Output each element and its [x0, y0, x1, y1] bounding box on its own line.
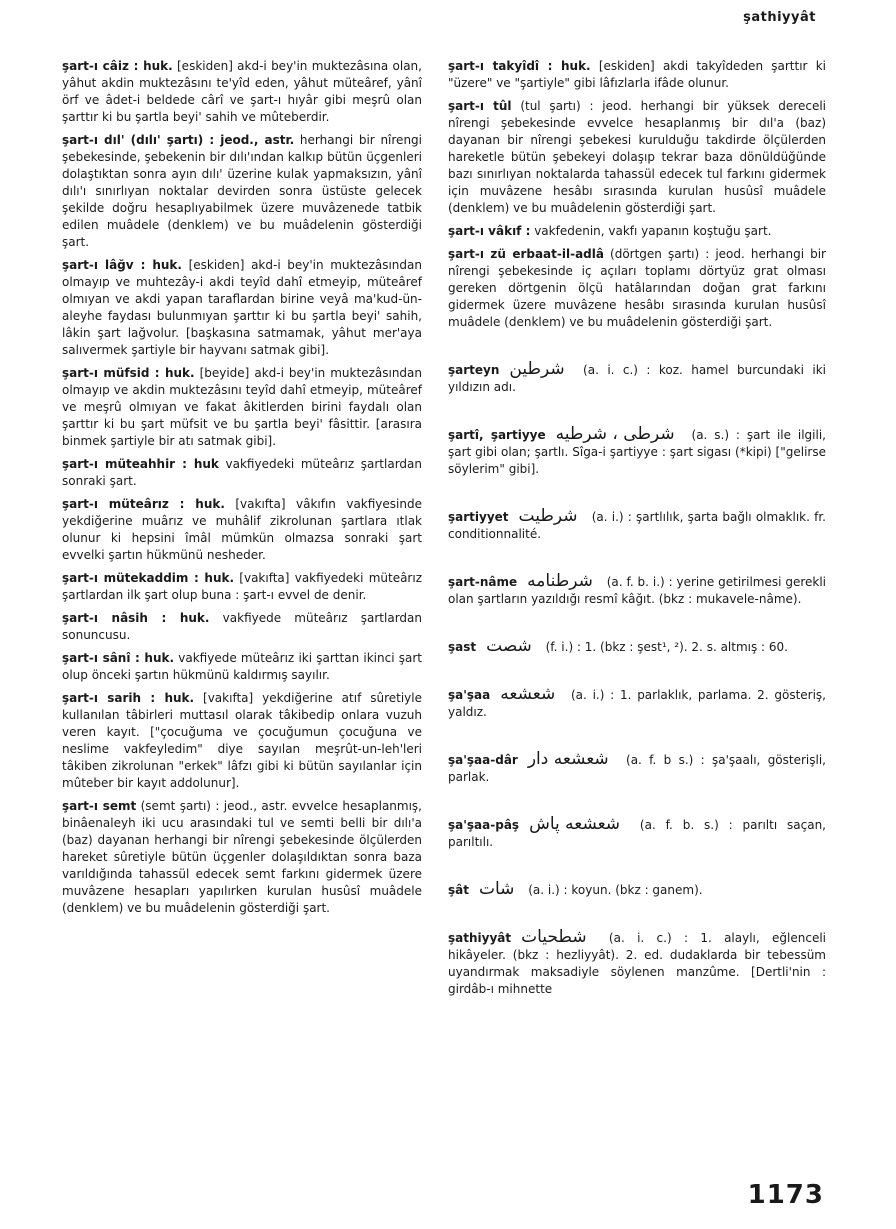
headword: şart-ı nâsih : huk.	[62, 611, 210, 625]
headword: şart-ı mütekaddim : huk.	[62, 571, 235, 585]
headword: şartiyyet	[448, 510, 509, 524]
definition: [eskiden] akd-i bey'in muktezâsına olan, yâhut akdin muktezâsını te'yîd eden, yâhut müteâref, yânî örf ve âdet-i beldede cârî ve şart-ı hıyâr gibi meşrû olan şarttır ki bu şartla beyi' sahih ve mûteberdir.	[62, 59, 422, 124]
entry	[62, 456, 422, 490]
entry	[62, 690, 422, 792]
headword: şathiyyât	[448, 931, 512, 945]
definition: [vakıfta] vakfiyedeki müteârız şartlardan ilk şart olup buna : şart-ı evvel de denir.	[62, 571, 422, 602]
arabic-script: شصت	[486, 636, 532, 656]
running-head: şathiyyât	[743, 10, 816, 25]
definition: vakfiyede müteârız iki şarttan ikinci şart olup önceki şartın hükmünü kaldırmış sayılır.	[62, 651, 423, 682]
definition: (a. i.) : 1. parlaklık, parlama. 2. gösteriş, yaldız.	[448, 688, 826, 719]
entry	[448, 816, 826, 851]
headword: şa'şaa-dâr	[448, 753, 518, 767]
definition: (a. i. c.) : 1. alaylı, eğlenceli hikâyeler. (bkz : hezliyyât). 2. ed. dudaklarda bir tebessüm uyandırmak maksadiyle söylenen manzûme. [Dertli'nin : girdâb-ı mihnette	[448, 931, 826, 996]
headword: şart-ı müfsid : huk.	[62, 366, 195, 380]
definition: (dörtgen şartı) : jeod. herhangi bir nîrengi şebekesinde iç açıları toplamı dörtyüz grat olması gereken dörtgenin ölçü hatâlarından doğan grat farkını gidermek üzere muvâzene hesâbı sırasında kurulan husûsî muâdele (denklem) ve bu muâdelenin gösterdiği şart.	[448, 247, 826, 329]
entry	[448, 426, 826, 478]
entry	[62, 650, 422, 684]
definition: [vakıfta] vâkıfın vakfiyesinde yekdiğerine muârız ve muhâlif zikrolunan şartlara ıtlak olunur ki hepsini îmâl mümkün olmazsa sonraki şart evvelki şartın hükmünü nesheder.	[62, 497, 422, 562]
headword: şart-ı takyîdî : huk.	[448, 59, 591, 73]
arabic-script: شعشعه	[500, 684, 556, 704]
entry	[448, 98, 826, 217]
entry	[62, 798, 422, 917]
arabic-script: شرطيت	[518, 506, 578, 526]
definition: [eskiden] akdi takyîdeden şarttır ki "üzere" ve "şartiyle" gibi lâfızlarla ifâde olunur.	[448, 59, 826, 90]
entry	[448, 573, 826, 608]
headword: şart-ı semt	[62, 799, 137, 813]
entry	[448, 881, 826, 899]
definition: (f. i.) : 1. (bkz : şest¹, ²). 2. s. altmış : 60.	[541, 640, 788, 654]
entry	[448, 751, 826, 786]
headword: şart-ı câiz : huk.	[62, 59, 173, 73]
entry	[62, 257, 422, 359]
arabic-script: شعشعه دار	[527, 749, 609, 769]
headword: şart-ı sarih : huk.	[62, 691, 195, 705]
definition: vakfiyede müteârız şartlardan sonuncusu.	[62, 611, 422, 642]
definition: [beyide] akd-i bey'in muktezâsından olmayıp ve akdin muktezâsını teyîd dahî etmeyip, müteâref ve meşrû olmıyan ve fakat âkitlerden birini faydalı olan şarttır ki bu şart müfsit ve bu şartla beyi' fâsittir. [arasıra binmek şartiyle bir atı satmak gibi].	[62, 366, 422, 448]
headword: şart-ı dıl' (dılı' şartı) : jeod., astr.	[62, 133, 295, 147]
headword: şart-nâme	[448, 575, 518, 589]
entry	[448, 361, 826, 396]
headword: şart-ı müteahhir : huk	[62, 457, 219, 471]
page-number: 1173	[747, 1180, 824, 1210]
headword: şart-ı lâğv : huk.	[62, 258, 182, 272]
entry	[448, 929, 826, 998]
arabic-script: شطحيات	[521, 927, 587, 947]
right-column	[448, 58, 826, 1004]
entry	[448, 686, 826, 721]
headword: şart-ı zü erbaat-il-adlâ	[448, 247, 604, 261]
definition: (semt şartı) : jeod., astr. evvelce hesaplanmış, binâenaleyh iki ucu arasındaki tul ve semti belli bir dılı'a (baz) dayanan herhangi bir nîrengi şebekesinde ölçülerden hareket sûretiyle bütün üçgenler dolaşıldıktan sonra baza varıldığında tahassül edecek semt farkını gidermek üzere muvâzene hesapları yapılırken kurulan husûsî muâdele (denklem) ve bu muâdelenin gösterdiği şart.	[62, 799, 422, 915]
definition: (a. f. b. s.) : parıltı saçan, parıltılı.	[448, 818, 826, 849]
definition: [eskiden] akd-i bey'in muktezâsından olmayıp ve muhtezây-i akdi teyîd dahî etmeyip, müteâref olmıyan ve akdi yapan taraflardan birine veyâ ma'kud-ün-aleyhe faydası bulunmıyan şarttır ki bu şartla beyi' sahih, lâkin şart lağvolur. [başkasına satmamak, yâhut mer'aya salıvermek şartiyle bir hayvanı satmak gibi].	[62, 258, 422, 357]
headword: şartî, şartiyye	[448, 428, 546, 442]
arabic-script: شرطى ، شرطيه	[555, 424, 675, 444]
left-column	[62, 58, 422, 923]
headword: şart-ı tûl	[448, 99, 512, 113]
entry	[62, 132, 422, 251]
arabic-script: شات	[478, 879, 515, 899]
entry	[62, 496, 422, 564]
entry	[62, 365, 422, 450]
entry	[448, 58, 826, 92]
headword: şart-ı sânî : huk.	[62, 651, 175, 665]
entry	[62, 58, 422, 126]
headword: şart-ı müteârız : huk.	[62, 497, 225, 511]
entry	[62, 570, 422, 604]
headword: şa'şaa-pâş	[448, 818, 520, 832]
entry	[448, 223, 826, 240]
definition: (a. f. b s.) : şa'şaalı, gösterişli, parlak.	[448, 753, 826, 784]
arabic-script: شعشعه پاش	[529, 814, 621, 834]
headword: şa'şaa	[448, 688, 491, 702]
arabic-script: شرطنامه	[527, 571, 593, 591]
entry	[448, 508, 826, 543]
definition: vakfiyedeki müteârız şartlardan sonraki şart.	[62, 457, 422, 488]
definition: herhangi bir nîrengi şebekesinde, şebekenin bir dılı'ından kalkıp bütün üçgenleri dolaştıktan sonra ayın dılı' üzerine kulak yapmaksızın, yânî dılı'ı sınırlıyan noktalar devirden sonra üstüste gelecek şekilde doğru hesaplıyabilmek üzere muvâzenede tatbik edilen muâdele (denklem) ve bu muâdelenin gösterdiği şart.	[62, 133, 422, 249]
entry	[448, 638, 826, 656]
headword: şât	[448, 883, 469, 897]
definition: [vakıfta] yekdiğerine atıf sûretiyle kullanılan tâbirleri muttasıl olarak tâkibedip onlara vuzuh veren kayıt. ["çocuğuma ve çocuğumun çocuğuna ve neslime vakfeyledim" diye sayılan meşrût-un-leh'leri tâkiben zikrolunan "erkek" lâfzı gibi ki bütün sayılanlar için mûteber bir kayıt addolunur].	[62, 691, 422, 790]
entry	[448, 246, 826, 331]
entry	[62, 610, 422, 644]
definition: (tul şartı) : jeod. herhangi bir yüksek dereceli nîrengi şebekesinde evvelce hesaplanmış bir dıl'a (baz) dayanan bir nîrengi şebekesi kurulduğu takdirde ölçülerden hareketle bütün şebekeyi dolaşıp tekrar baza dönüldüğünde bazı sınırlıyan noktalarda tahassül edecek tul farkını gidermek için muvâzene hesâbı sırasında kurulan husûsî muâdele (denklem) ve bu muâdelenin gösterdiği şart.	[448, 99, 826, 215]
arabic-script: شرطين	[509, 359, 565, 379]
headword: şart-ı vâkıf :	[448, 224, 531, 238]
headword: şarteyn	[448, 363, 500, 377]
definition: (a. f. b. i.) : yerine getirilmesi gerekli olan şartların yazıldığı resmî kâğıt. (bkz : mukavele-nâme).	[448, 575, 826, 606]
definition: vakfedenin, vakfı yapanın koştuğu şart.	[530, 224, 772, 238]
definition: (a. i. c.) : koz. hamel burcundaki iki yıldızın adı.	[448, 363, 826, 394]
definition: (a. i.) : şartlılık, şarta bağlı olmaklık. fr. conditionnalité.	[448, 510, 826, 541]
definition: (a. i.) : koyun. (bkz : ganem).	[524, 883, 703, 897]
headword: şast	[448, 640, 477, 654]
definition: (a. s.) : şart ile ilgili, şart gibi olan; şartlı. Sîga-i şartiyye : şart sigası (*kipi) ["gelirse söylerim" gibi].	[448, 428, 826, 476]
